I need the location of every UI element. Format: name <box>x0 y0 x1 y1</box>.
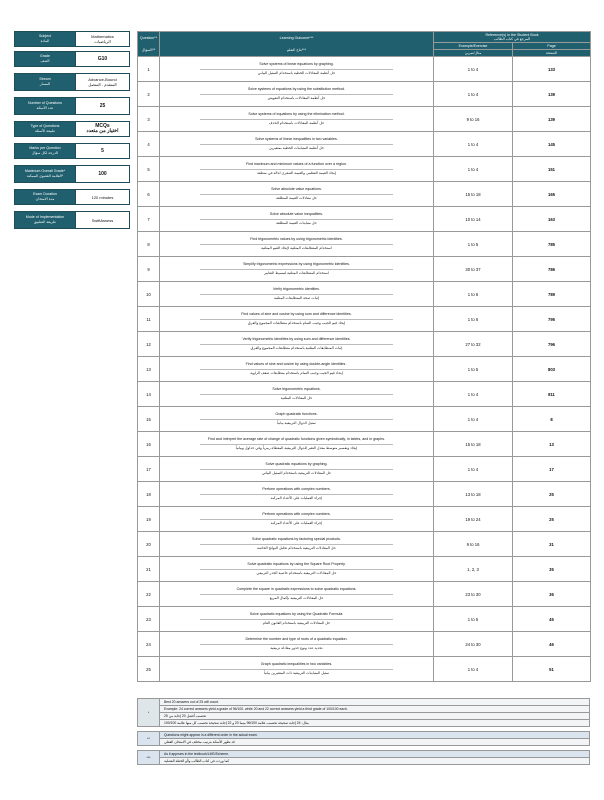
info-label: Marks per Question الدرجة لكل سؤال <box>15 144 75 158</box>
example-reference: 1 to 6 <box>434 282 513 307</box>
exam-coverage-table <box>137 31 590 765</box>
example-reference: 15 to 18 <box>434 182 513 207</box>
question-number: 7 <box>138 207 160 232</box>
learning-outcome-en: Graph quadratic functions. <box>275 412 318 416</box>
page-reference: 145 <box>513 132 591 157</box>
info-value: Advance-Bound المتقدم - المتصل <box>75 74 129 90</box>
question-number: 15 <box>138 407 160 432</box>
table-row <box>138 557 591 582</box>
learning-outcome <box>160 157 434 182</box>
learning-outcome-ar: حل متباينات القيمة المطلقة <box>200 219 393 226</box>
info-row <box>14 73 130 91</box>
page-reference: 46 <box>513 632 591 657</box>
info-row <box>14 165 130 183</box>
learning-outcome-en: Determine the number and type of roots of a quadratic equation. <box>245 637 348 641</box>
learning-outcome <box>160 657 434 682</box>
info-label: Subject المادة <box>15 32 75 46</box>
table-row <box>138 332 591 357</box>
table-row <box>138 82 591 107</box>
page-reference: 789 <box>513 282 591 307</box>
table-row <box>138 57 591 82</box>
learning-outcome <box>160 307 434 332</box>
info-label: Mode of Implementation طريقة التطبيق <box>15 212 75 228</box>
learning-outcome <box>160 332 434 357</box>
learning-outcome-ar: حل المعادلات التربيعية باستخدام خاصية الجذر التربيعي <box>200 569 393 576</box>
question-number: 19 <box>138 507 160 532</box>
learning-outcome <box>160 482 434 507</box>
question-number: 8 <box>138 232 160 257</box>
table-row <box>138 507 591 532</box>
page-reference: 139 <box>513 107 591 132</box>
page-reference: 786 <box>513 257 591 282</box>
example-reference: 1 to 4 <box>434 157 513 182</box>
example-reference: 1 to 6 <box>434 307 513 332</box>
question-number: 9 <box>138 257 160 282</box>
info-label: Grade الصف <box>15 52 75 66</box>
note-text: Best 20 answers out of 25 will count. <box>160 699 590 706</box>
learning-outcome <box>160 532 434 557</box>
page-reference: 17 <box>513 457 591 482</box>
note-key: * <box>138 699 160 727</box>
learning-outcome-ar: حل أنظمة المعادلات باستخدام التعويض <box>200 94 393 101</box>
page-reference: 45 <box>513 607 591 632</box>
page-reference: 795 <box>513 307 591 332</box>
example-reference: 30 to 37 <box>434 257 513 282</box>
learning-outcome-en: Solve systems of linear equations by graphing. <box>259 62 334 66</box>
note-row <box>138 713 590 720</box>
table-row <box>138 282 591 307</box>
example-reference: 23 to 30 <box>434 582 513 607</box>
note-row <box>138 758 590 765</box>
info-value: 25 <box>75 98 129 114</box>
table-row <box>138 382 591 407</box>
learning-outcome <box>160 382 434 407</box>
info-value: MCQs اختيار من متعدد <box>75 122 129 136</box>
info-row <box>14 121 130 137</box>
page-reference: 165 <box>513 182 591 207</box>
example-reference: 1, 2, 3 <box>434 557 513 582</box>
table-row <box>138 232 591 257</box>
learning-outcome-en: Perform operations with complex numbers. <box>262 512 331 516</box>
learning-outcome-en: Find values of sine and cosine by using double-angle identities . <box>245 362 348 366</box>
example-reference: 1 to 4 <box>434 132 513 157</box>
example-reference: 1 to 4 <box>434 382 513 407</box>
learning-outcome-ar: إجراء العمليات على الأعداد المركبة <box>200 494 393 501</box>
learning-outcome-ar: استخدام المتطابقات المثلثية لتبسيط التعابير <box>200 269 393 276</box>
info-row <box>14 211 130 229</box>
note-text: Questions might appear in a different order in the actual exam. <box>160 732 590 739</box>
example-reference: 9 to 16 <box>434 107 513 132</box>
example-reference: 19 to 24 <box>434 507 513 532</box>
info-value: 100 <box>75 166 129 182</box>
exam-info-panel <box>14 31 130 235</box>
learning-outcome-ar: إثبات المتطابقات المثلثية باستخدام متطابقات المجموع والفرق <box>200 344 393 351</box>
page-reference: 796 <box>513 332 591 357</box>
learning-outcome <box>160 282 434 307</box>
learning-outcome <box>160 582 434 607</box>
page-reference: 151 <box>513 157 591 182</box>
page-reference: 36 <box>513 582 591 607</box>
learning-outcome-en: Complete the square in quadratic expressions to solve quadratic equations. <box>236 587 357 591</box>
example-reference: 1 to 5 <box>434 232 513 257</box>
info-label: Type of Questions طبيعة الأسئلة <box>15 122 75 136</box>
page-reference: 35 <box>513 557 591 582</box>
question-number: 1 <box>138 57 160 82</box>
info-value: 5 <box>75 144 129 158</box>
note-text: مثال: 24 إجابة صحيحة تحتسب علامة 96/100 بينما 20 و 22 إجابة صحيحة تحتسب كل منها علامة 100/100 <box>160 720 590 727</box>
page-reference: 133 <box>513 57 591 82</box>
note-text: Example: 24 correct answers yield a grade of 96/100, while 20 and 22 correct answers yield a third grade of 100/100 each. <box>160 706 590 713</box>
learning-outcome-en: Solve quadratic equations by graphing. <box>265 462 328 466</box>
page-reference: 139 <box>513 82 591 107</box>
learning-outcome-ar: إيجاد قيم الجيب وجيب التمام باستخدام متطابقات ضعف الزاوية <box>200 369 393 376</box>
note-row <box>138 699 590 706</box>
example-column-header: Example/Exercise <box>434 42 513 49</box>
learning-outcome-ar: إيجاد وتفسير متوسط معدل التغير للدوال التربيعية المعطاة رمزياً وفي جداول وبيانياً <box>200 444 393 451</box>
learning-outcome <box>160 182 434 207</box>
example-reference: 24 to 30 <box>434 632 513 657</box>
learning-outcome-ar: إجراء العمليات على الأعداد المركبة <box>200 519 393 526</box>
learning-outcome <box>160 432 434 457</box>
table-row <box>138 607 591 632</box>
note-key: *** <box>138 751 160 765</box>
note-row <box>138 720 590 727</box>
question-number: 17 <box>138 457 160 482</box>
table-row <box>138 307 591 332</box>
table-row <box>138 632 591 657</box>
learning-outcome-ar: تمثيل المتباينات التربيعية ذات المتغيرين بيانياً <box>200 669 393 676</box>
page-reference: 25 <box>513 482 591 507</box>
learning-outcome-en: Solve absolute value equations. <box>271 187 322 191</box>
table-row <box>138 432 591 457</box>
learning-outcome <box>160 207 434 232</box>
note-row <box>138 751 590 758</box>
table-row <box>138 407 591 432</box>
learning-outcome-ar: حل معادلات القيمة المطلقة <box>200 194 393 201</box>
learning-outcome-ar: إثبات صحة المتطابقات المثلثية <box>200 294 393 301</box>
notes-table <box>137 698 590 765</box>
info-row <box>14 51 130 67</box>
learning-outcome-ar: تحديد عدد ونوع جذور معادلة تربيعية <box>200 644 393 651</box>
page-reference: 31 <box>513 532 591 557</box>
question-number: 4 <box>138 132 160 157</box>
learning-outcome-en: Solve systems of equations by using the substitution method. <box>247 87 346 91</box>
learning-outcome-ar: حل المعادلات التربيعية باستخدام التمثيل البياني <box>200 469 393 476</box>
question-number: 13 <box>138 357 160 382</box>
table-row <box>138 532 591 557</box>
page-reference: 25 <box>513 507 591 532</box>
table-row <box>138 357 591 382</box>
learning-outcome-en: Find maximum and minimum values of a function over a region. <box>245 162 348 166</box>
learning-outcome-ar: حل أنظمة المعادلات باستخدام الحذف <box>200 119 393 126</box>
table-row <box>138 207 591 232</box>
question-number: 25 <box>138 657 160 682</box>
table-row <box>138 482 591 507</box>
learning-outcome-en: Verify trigonometric identities by using sum and difference identities. <box>242 337 351 341</box>
page-reference: 803 <box>513 357 591 382</box>
example-reference: 27 to 32 <box>434 332 513 357</box>
learning-outcome-en: Solve quadratic equations by factoring special products. <box>252 537 341 541</box>
learning-outcome <box>160 232 434 257</box>
question-number: 3 <box>138 107 160 132</box>
learning-outcome-ar: استخدام المتطابقات المثلثية لإيجاد القيم المثلثية <box>200 244 393 251</box>
question-number: 6 <box>138 182 160 207</box>
table-row <box>138 582 591 607</box>
info-value: SwiftAssess <box>75 212 129 228</box>
learning-outcome-ar: إيجاد قيم الجيب وجيب التمام باستخدام متطابقات المجموع والفرق <box>200 319 393 326</box>
question-column-header: Question** السؤال** <box>138 32 160 57</box>
learning-outcome-en: Solve systems of linear inequalities in two variables. <box>255 137 338 141</box>
example-column-header-ar: مثال/تمرين <box>434 49 513 56</box>
learning-outcome-en: Find and interpret the average rate of change of quadratic functions given symbolically, in tables, and in graphs. <box>207 437 386 441</box>
table-row <box>138 132 591 157</box>
info-row <box>14 97 130 115</box>
example-reference: 1 to 5 <box>434 357 513 382</box>
table-row <box>138 257 591 282</box>
question-number: 21 <box>138 557 160 582</box>
info-value: 120 minutes <box>75 190 129 204</box>
learning-outcome-ar: تمثيل الدوال التربيعية بيانياً <box>200 419 393 426</box>
learning-outcome-en: Simplify trigonometric expressions by using trigonometric identities. <box>243 262 350 266</box>
learning-outcome-en: Solve quadratic equations by using the Quadratic Formula. <box>249 612 344 616</box>
page-reference: 13 <box>513 432 591 457</box>
example-reference: 1 to 4 <box>434 82 513 107</box>
question-number: 12 <box>138 332 160 357</box>
note-text: As it appears in the textbook/LMS/Scheme. <box>160 751 590 758</box>
page-reference: 785 <box>513 232 591 257</box>
learning-outcome-ar: حل المعادلات التربيعية بإكمال المربع <box>200 594 393 601</box>
table-row <box>138 157 591 182</box>
page-reference: 51 <box>513 657 591 682</box>
question-number: 24 <box>138 632 160 657</box>
example-reference: 1 to 4 <box>434 57 513 82</box>
learning-outcome-ar: حل أنظمة المعادلات الخطية باستخدام التمثيل البياني <box>200 69 393 76</box>
learning-outcome-en: Find trigonometric values by using trigonometric identities. <box>250 237 343 241</box>
question-number: 18 <box>138 482 160 507</box>
page-reference: 8 <box>513 407 591 432</box>
learning-outcome <box>160 57 434 82</box>
example-reference: 1 to 5 <box>434 607 513 632</box>
learning-outcome-en: Solve trigonometric equations. <box>272 387 321 391</box>
table-row <box>138 657 591 682</box>
learning-outcome <box>160 632 434 657</box>
info-label: Stream المسار <box>15 74 75 90</box>
example-reference: 1 to 4 <box>434 457 513 482</box>
question-number: 20 <box>138 532 160 557</box>
info-label: Maximum Overall Grade* العلامة القصوى الممكنة* <box>15 166 75 182</box>
learning-outcome-ar: حل المعادلات المثلثية <box>200 394 393 401</box>
learning-outcome <box>160 607 434 632</box>
table-row <box>138 457 591 482</box>
learning-outcome <box>160 357 434 382</box>
note-text: كما وردت في كتاب الطالب و/أو الخطة الفصلية <box>160 758 590 765</box>
question-number: 10 <box>138 282 160 307</box>
learning-outcome-ar: إيجاد القيمة العظمى والقيمة الصغرى لدالة في منطقة <box>200 169 393 176</box>
example-reference: 9 to 16 <box>434 532 513 557</box>
learning-outcome-en: Graph quadratic inequalities in two variables. <box>260 662 333 666</box>
info-row <box>14 31 130 47</box>
learning-outcome <box>160 507 434 532</box>
learning-outcome-en: Solve quadratic equations by using the Square Root Property. <box>247 562 346 566</box>
learning-outcome-en: Solve absolute value inequalities. <box>269 212 324 216</box>
learning-outcome-en: Perform operations with complex numbers. <box>262 487 331 491</box>
info-row <box>14 189 130 205</box>
example-reference: 1 to 4 <box>434 407 513 432</box>
learning-outcome <box>160 82 434 107</box>
reference-header: Reference(s) in the Student Book المرجع في كتاب الطالب <box>434 32 591 43</box>
table-row <box>138 182 591 207</box>
learning-outcome <box>160 132 434 157</box>
info-value: G10 <box>75 52 129 66</box>
info-value: Mathematics الرياضيات <box>75 32 129 46</box>
learning-outcome <box>160 457 434 482</box>
learning-outcome-ar: حل المعادلات التربيعية باستخدام القانون العام <box>200 619 393 626</box>
note-row <box>138 732 590 739</box>
note-row <box>138 706 590 713</box>
learning-outcome-en: Solve systems of equations by using the elimination method. <box>248 112 345 116</box>
learning-outcome <box>160 557 434 582</box>
learning-outcome <box>160 257 434 282</box>
page-column-header: Page <box>513 42 591 49</box>
note-row <box>138 739 590 746</box>
note-key: ** <box>138 732 160 746</box>
question-number: 16 <box>138 432 160 457</box>
learning-outcome-ar: حل أنظمة المتباينات الخطية بمتغيرين <box>200 144 393 151</box>
question-number: 22 <box>138 582 160 607</box>
question-number: 2 <box>138 82 160 107</box>
note-text: قد تظهر الأسئلة بترتيب مختلف في الامتحان الفعلي <box>160 739 590 746</box>
learning-outcome <box>160 107 434 132</box>
learning-outcome-column-header: Learning Outcome*** نتاج التعلم*** <box>160 32 434 57</box>
learning-outcome-en: Find values of sine and cosine by using sum and difference identities. <box>241 312 352 316</box>
note-text: تحتسب أفضل 20 إجابة من 25 <box>160 713 590 720</box>
learning-outcome-en: Verify trigonometric identities. <box>273 287 320 291</box>
info-label: Exam Duration مدة الامتحان <box>15 190 75 204</box>
question-number: 14 <box>138 382 160 407</box>
table-row <box>138 107 591 132</box>
page-reference: 163 <box>513 207 591 232</box>
learning-outcome-ar: حل المعادلات التربيعية باستخدام تحليل النواتج الخاصة <box>200 544 393 551</box>
example-reference: 13 to 18 <box>434 482 513 507</box>
page-column-header-ar: الصفحة <box>513 49 591 56</box>
page-reference: 811 <box>513 382 591 407</box>
question-number: 11 <box>138 307 160 332</box>
info-row <box>14 143 130 159</box>
example-reference: 15 to 18 <box>434 432 513 457</box>
learning-outcome <box>160 407 434 432</box>
example-reference: 1 to 4 <box>434 657 513 682</box>
example-reference: 10 to 14 <box>434 207 513 232</box>
info-label: Number of Questions عدد الأسئلة <box>15 98 75 114</box>
question-number: 23 <box>138 607 160 632</box>
question-number: 5 <box>138 157 160 182</box>
